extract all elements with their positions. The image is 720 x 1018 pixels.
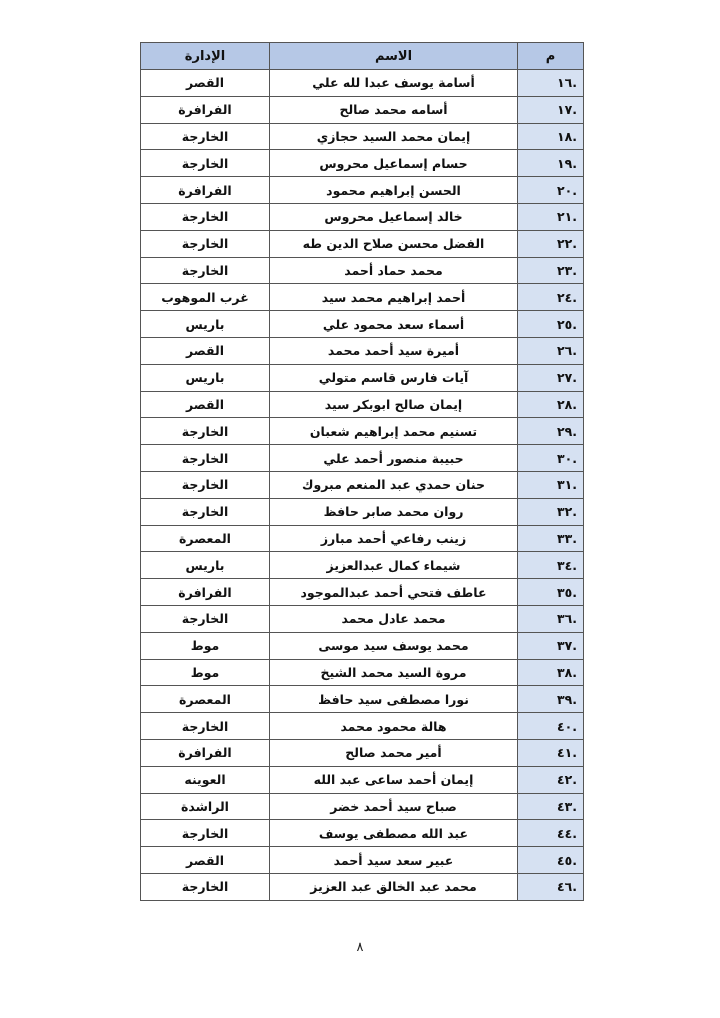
row-administration: الفرافرة bbox=[141, 96, 270, 123]
row-number: .٤٦ bbox=[518, 873, 584, 900]
row-name: أمير محمد صالح bbox=[270, 739, 518, 766]
row-administration: المعصرة bbox=[141, 525, 270, 552]
table-row bbox=[141, 659, 584, 686]
row-administration: القصر bbox=[141, 337, 270, 364]
row-number: .١٧ bbox=[518, 96, 584, 123]
table-row bbox=[141, 766, 584, 793]
row-number: .٤٥ bbox=[518, 847, 584, 874]
row-number: .٣٢ bbox=[518, 498, 584, 525]
row-name: محمد عادل محمد bbox=[270, 605, 518, 632]
row-administration: الخارجة bbox=[141, 445, 270, 472]
row-administration: باريس bbox=[141, 552, 270, 579]
row-administration: الخارجة bbox=[141, 873, 270, 900]
table-row bbox=[141, 793, 584, 820]
row-number: .٢٥ bbox=[518, 311, 584, 338]
table-row bbox=[141, 873, 584, 900]
row-number: .٣٨ bbox=[518, 659, 584, 686]
table-row bbox=[141, 150, 584, 177]
row-name: تسنيم محمد إبراهيم شعبان bbox=[270, 418, 518, 445]
table-row bbox=[141, 471, 584, 498]
row-administration: الخارجة bbox=[141, 418, 270, 445]
table-row bbox=[141, 230, 584, 257]
row-name: محمد عبد الخالق عبد العزيز bbox=[270, 873, 518, 900]
row-number: .٣٠ bbox=[518, 445, 584, 472]
table-row bbox=[141, 605, 584, 632]
row-number: .١٨ bbox=[518, 123, 584, 150]
row-name: محمد يوسف سيد موسى bbox=[270, 632, 518, 659]
row-number: .٣٩ bbox=[518, 686, 584, 713]
row-administration: الخارجة bbox=[141, 123, 270, 150]
row-name: إيمان أحمد ساعى عبد الله bbox=[270, 766, 518, 793]
row-administration: العوينه bbox=[141, 766, 270, 793]
row-administration: موط bbox=[141, 659, 270, 686]
table-row bbox=[141, 686, 584, 713]
table-row bbox=[141, 311, 584, 338]
row-name: حبيبة منصور أحمد علي bbox=[270, 445, 518, 472]
row-number: .٢٩ bbox=[518, 418, 584, 445]
row-administration: المعصرة bbox=[141, 686, 270, 713]
row-administration: الخارجة bbox=[141, 471, 270, 498]
row-name: حسام إسماعيل محروس bbox=[270, 150, 518, 177]
row-number: .٤٠ bbox=[518, 713, 584, 740]
row-number: .٢١ bbox=[518, 203, 584, 230]
row-number: .٣٦ bbox=[518, 605, 584, 632]
row-name: عبد الله مصطفى يوسف bbox=[270, 820, 518, 847]
row-administration: الخارجة bbox=[141, 150, 270, 177]
row-name: نورا مصطفى سيد حافظ bbox=[270, 686, 518, 713]
row-name: حنان حمدي عبد المنعم مبروك bbox=[270, 471, 518, 498]
row-administration: الخارجة bbox=[141, 605, 270, 632]
row-name: زينب رفاعي أحمد مبارز bbox=[270, 525, 518, 552]
row-number: .٤١ bbox=[518, 739, 584, 766]
row-number: .١٦ bbox=[518, 70, 584, 97]
table-row bbox=[141, 820, 584, 847]
row-name: أسامه محمد صالح bbox=[270, 96, 518, 123]
row-administration: الفرافرة bbox=[141, 177, 270, 204]
row-administration: باريس bbox=[141, 364, 270, 391]
row-number: .٣٧ bbox=[518, 632, 584, 659]
row-number: .٢٢ bbox=[518, 230, 584, 257]
table-row bbox=[141, 579, 584, 606]
row-administration: الخارجة bbox=[141, 498, 270, 525]
row-administration: القصر bbox=[141, 847, 270, 874]
row-name: آيات فارس قاسم متولي bbox=[270, 364, 518, 391]
table-row bbox=[141, 284, 584, 311]
row-name: هالة محمود محمد bbox=[270, 713, 518, 740]
table-row bbox=[141, 552, 584, 579]
row-administration: الراشدة bbox=[141, 793, 270, 820]
row-administration: الخارجة bbox=[141, 257, 270, 284]
row-name: روان محمد صابر حافظ bbox=[270, 498, 518, 525]
row-name: صباح سيد أحمد خضر bbox=[270, 793, 518, 820]
table-row bbox=[141, 257, 584, 284]
row-number: .٤٤ bbox=[518, 820, 584, 847]
row-administration: القصر bbox=[141, 391, 270, 418]
table-row bbox=[141, 739, 584, 766]
table-row bbox=[141, 123, 584, 150]
names-table bbox=[140, 42, 584, 901]
row-name: أحمد إبراهيم محمد سيد bbox=[270, 284, 518, 311]
table-row bbox=[141, 391, 584, 418]
row-number: .٤٣ bbox=[518, 793, 584, 820]
row-number: .٢٠ bbox=[518, 177, 584, 204]
row-name: الحسن إبراهيم محمود bbox=[270, 177, 518, 204]
header-name: الاسم bbox=[270, 43, 518, 70]
row-name: محمد حماد أحمد bbox=[270, 257, 518, 284]
row-administration: الفرافرة bbox=[141, 739, 270, 766]
row-name: خالد إسماعيل محروس bbox=[270, 203, 518, 230]
table-row bbox=[141, 445, 584, 472]
row-name: عاطف فتحي أحمد عبدالموجود bbox=[270, 579, 518, 606]
table-row bbox=[141, 632, 584, 659]
row-name: أسماء سعد محمود علي bbox=[270, 311, 518, 338]
row-name: شيماء كمال عبدالعزيز bbox=[270, 552, 518, 579]
table-row bbox=[141, 525, 584, 552]
row-name: الفضل محسن صلاح الدين طه bbox=[270, 230, 518, 257]
row-name: أميرة سيد أحمد محمد bbox=[270, 337, 518, 364]
header-administration: الإدارة bbox=[141, 43, 270, 70]
row-name: مروة السيد محمد الشيخ bbox=[270, 659, 518, 686]
row-name: إيمان صالح ابوبكر سيد bbox=[270, 391, 518, 418]
row-administration: الفرافرة bbox=[141, 579, 270, 606]
row-administration: الخارجة bbox=[141, 203, 270, 230]
row-number: .١٩ bbox=[518, 150, 584, 177]
table-row bbox=[141, 364, 584, 391]
row-administration: موط bbox=[141, 632, 270, 659]
row-administration: الخارجة bbox=[141, 820, 270, 847]
row-number: .٣٣ bbox=[518, 525, 584, 552]
row-number: .٢٧ bbox=[518, 364, 584, 391]
row-administration: الخارجة bbox=[141, 713, 270, 740]
table-body bbox=[141, 70, 584, 901]
row-administration: القصر bbox=[141, 70, 270, 97]
table-header-row bbox=[141, 43, 584, 70]
row-number: .٢٤ bbox=[518, 284, 584, 311]
row-number: .٢٦ bbox=[518, 337, 584, 364]
row-name: إيمان محمد السيد حجازي bbox=[270, 123, 518, 150]
page-number: ٨ bbox=[356, 940, 364, 955]
table-row bbox=[141, 70, 584, 97]
table-row bbox=[141, 847, 584, 874]
table-row bbox=[141, 337, 584, 364]
table-row bbox=[141, 418, 584, 445]
table-row bbox=[141, 177, 584, 204]
row-name: عبير سعد سيد أحمد bbox=[270, 847, 518, 874]
row-number: .٢٣ bbox=[518, 257, 584, 284]
row-number: .٣١ bbox=[518, 471, 584, 498]
row-number: .٢٨ bbox=[518, 391, 584, 418]
table-row bbox=[141, 96, 584, 123]
row-administration: غرب الموهوب bbox=[141, 284, 270, 311]
table-row bbox=[141, 498, 584, 525]
row-number: .٤٢ bbox=[518, 766, 584, 793]
table-row bbox=[141, 713, 584, 740]
row-number: .٣٥ bbox=[518, 579, 584, 606]
row-number: .٣٤ bbox=[518, 552, 584, 579]
row-name: أسامة يوسف عبدا لله علي bbox=[270, 70, 518, 97]
table-row bbox=[141, 203, 584, 230]
header-num: م bbox=[518, 43, 584, 70]
row-administration: الخارجة bbox=[141, 230, 270, 257]
row-administration: باريس bbox=[141, 311, 270, 338]
